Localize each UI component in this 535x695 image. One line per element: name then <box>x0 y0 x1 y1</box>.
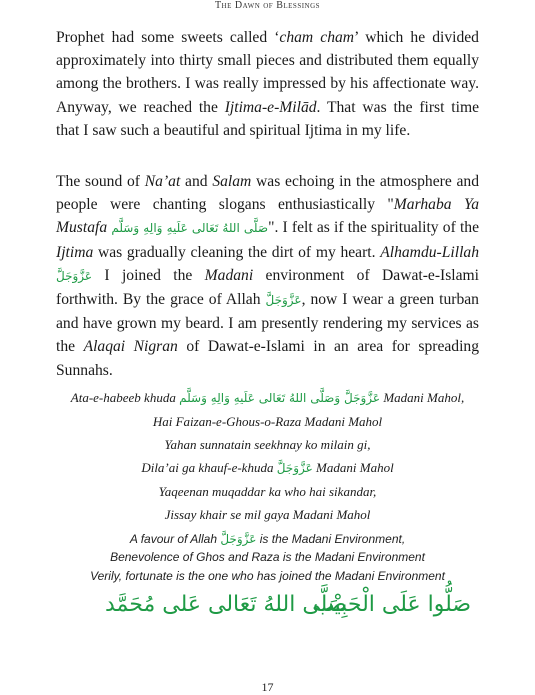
translation-line-2: Benevolence of Ghos and Raza is the Madani Environment <box>110 550 425 565</box>
paragraph-2 <box>56 170 479 382</box>
text: The sound of <box>56 173 145 190</box>
text: , now I wear a green turban and have grown my beard. I am presently rendering my services as the <box>56 291 479 356</box>
paragraph-1 <box>56 26 479 142</box>
poem-line-5: Yaqeenan muqaddar ka who hai sikandar, <box>158 484 377 500</box>
text: is the Madani Environment, <box>256 532 406 546</box>
text: Prophet had some sweets called ‘ <box>56 29 280 46</box>
text: Madani Mahol <box>312 460 394 476</box>
arabic-azza-wa-jal: عَزَّوَجَلَّ <box>276 461 313 476</box>
italic-term: Na’at <box>144 173 181 190</box>
poem-line-3: Yahan sunnatain seekhnay ko milain gi, <box>164 437 371 453</box>
arabic-azza-wa-jal: عَزَّوَجَلَّ <box>220 532 257 546</box>
translation-line-3: Verily, fortunate is the one who has joined the Madani Environment <box>90 568 445 583</box>
text: was gradually cleaning the dirt of my heart. <box>93 243 381 261</box>
italic-term: Ijtima <box>56 243 94 261</box>
text: of Dawat-e-Islami in an area for spreading Sunnahs. <box>56 338 480 379</box>
text: ". I felt as if the spirituality of the <box>268 219 479 237</box>
text: A favour of Allah <box>129 532 221 546</box>
arabic-azza-wa-jal: عَزَّوَجَلَّ <box>56 268 93 283</box>
italic-term: Salam <box>212 173 252 190</box>
poem-line-2: Hai Faizan-e-Ghous-o-Raza Madani Mahol <box>152 414 383 430</box>
durood-calligraphy-left: صَلَّى اللهُ تَعَالى عَلى مُحَمَّد <box>105 592 347 617</box>
text: . That was the first time that I saw such a beautiful and spiritual Ijtima in my life. <box>56 98 479 139</box>
poem-translation <box>0 530 535 585</box>
italic-term: Marhaba Ya Mustafa <box>56 196 479 237</box>
italic-term: Alaqai Nigran <box>83 338 178 356</box>
poem-line-1 <box>0 386 535 410</box>
page-number: 17 <box>261 680 274 694</box>
italic-term: Alhamdu-Lillah <box>380 243 479 261</box>
text: and <box>180 173 213 190</box>
text: ’ which he divided approximately into thirty small pieces and distributed them equally among the brothers. I was really impressed by his affectionate way. Anyway, we reached the <box>56 29 479 116</box>
arabic-salutation: صَلَّى اللهُ تَعَالى عَلَيهِ وَالِهِ وَسَلَّم <box>111 221 269 236</box>
poem-line-6: Jissay khair se mil gaya Madani Mahol <box>164 507 371 523</box>
text: was echoing in the atmosphere and people were chanting slogans enthusiastically " <box>56 173 480 214</box>
text: Dila’ai ga khauf-e-khuda <box>141 460 277 476</box>
text: environment of Dawat-e-Islami forthwith. By the grace of Allah <box>56 266 479 309</box>
italic-term: Madani <box>204 266 254 284</box>
running-head: The Dawn of Blessings <box>214 0 321 11</box>
italic-term: Ijtima-e-Milād <box>224 98 317 116</box>
durood-calligraphy-right: صَلُّوا عَلَى الْحَبِيْب <box>313 592 472 617</box>
translation-line-1 <box>0 530 535 548</box>
text: Ata-e-habeeb khuda <box>70 390 180 405</box>
arabic-azza-wa-jal: عَزَّوَجَلَّ <box>265 293 302 308</box>
arabic-salutation: عَزَّوَجَلَّ وَصَلَّى اللهُ تَعَالى عَلَيهِ وَالِهِ وَسَلَّم <box>179 391 381 405</box>
italic-term: cham cham <box>279 29 355 46</box>
poem <box>0 386 535 527</box>
poem-line-4 <box>0 456 535 480</box>
text: Madani Mahol, <box>380 390 465 405</box>
text: I joined the <box>92 266 205 284</box>
